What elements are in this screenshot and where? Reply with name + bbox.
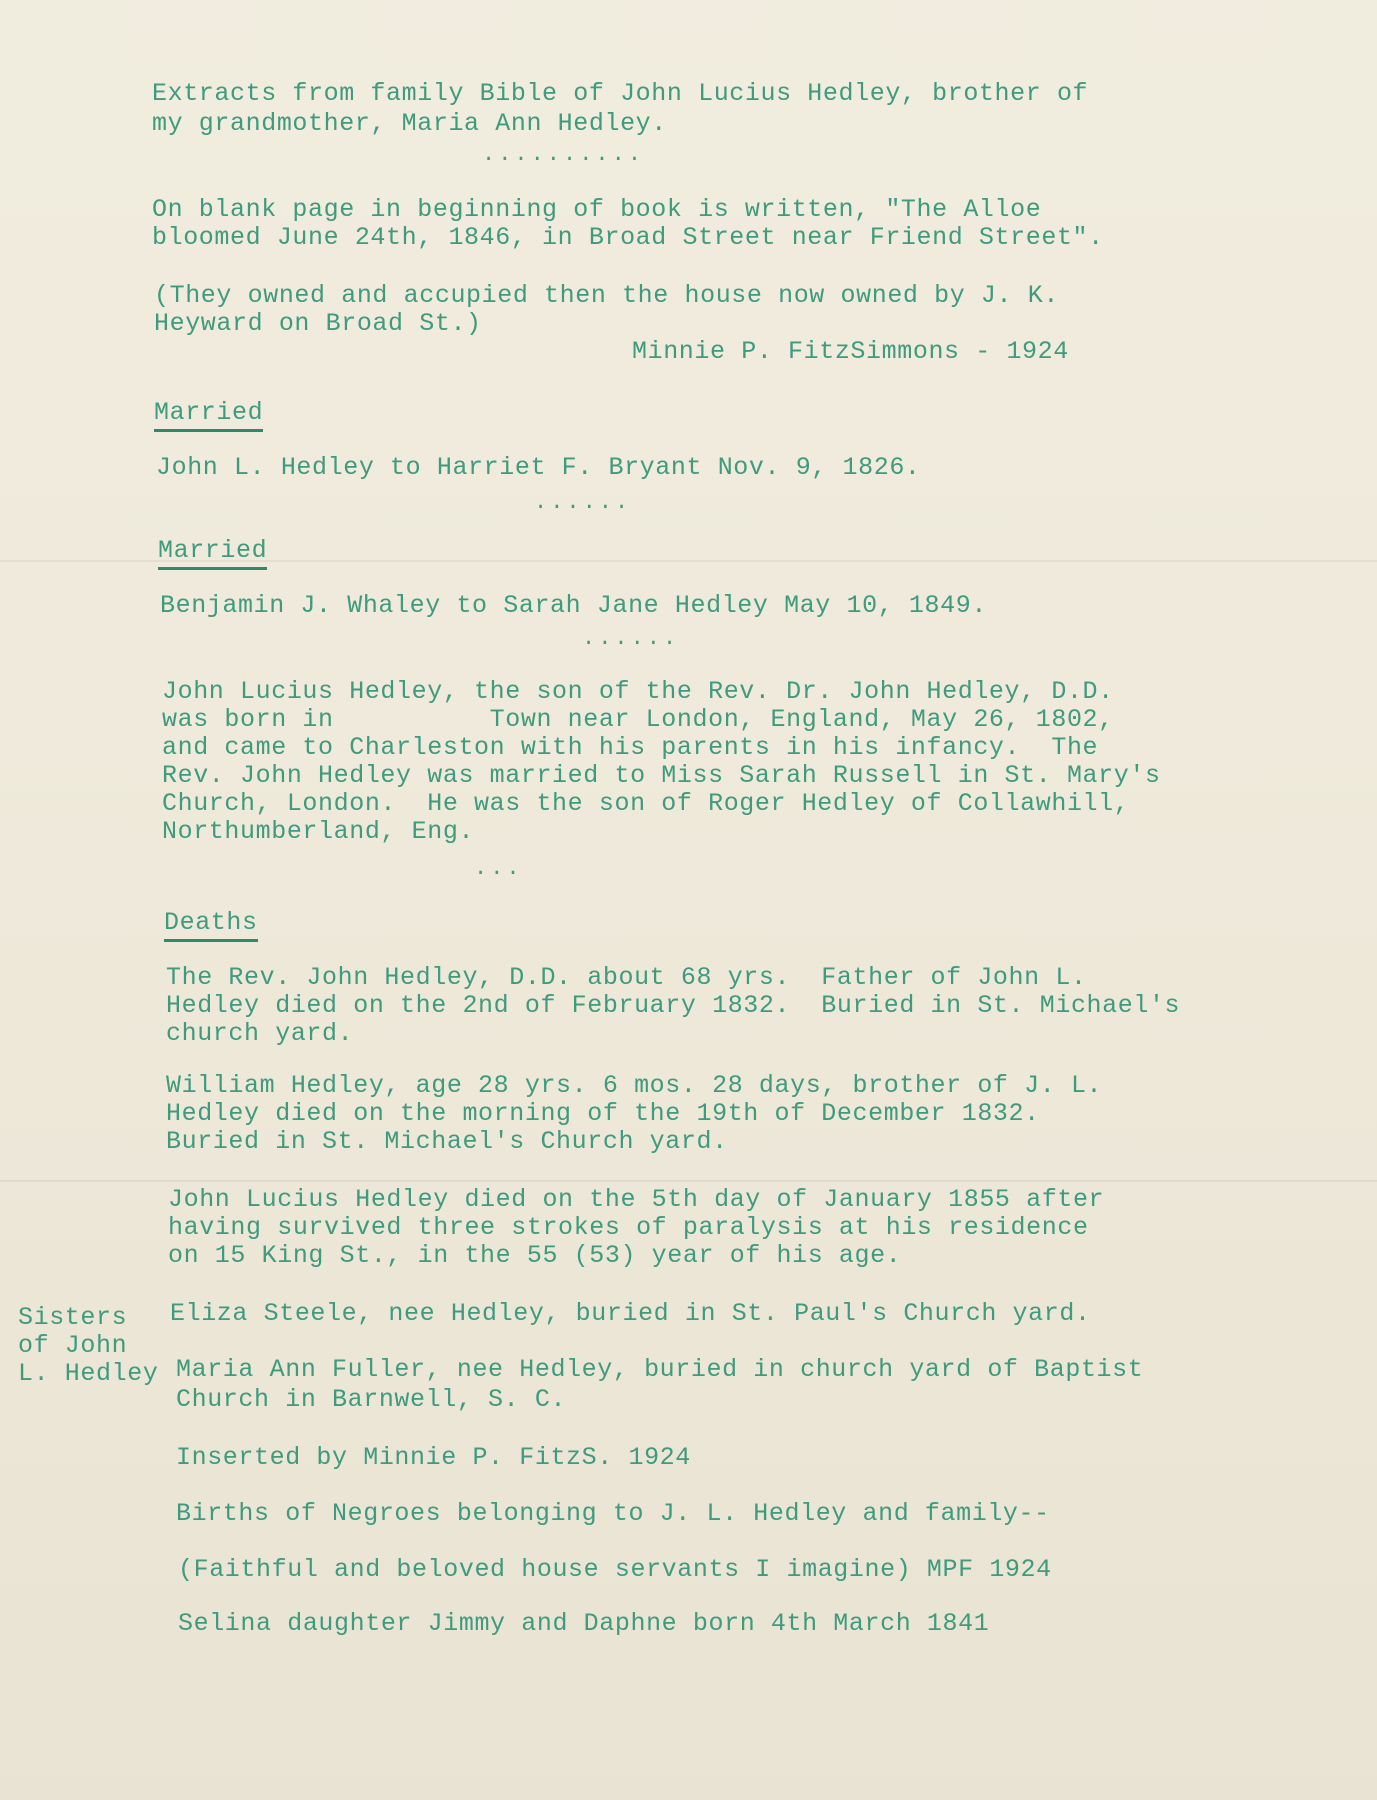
bio-line-5: Church, London. He was the son of Roger Hedley of Collawhill,	[162, 789, 1130, 818]
death-2-line-2: Hedley died on the morning of the 19th of December 1832.	[166, 1099, 1040, 1128]
death-2-line-3: Buried in St. Michael's Church yard.	[166, 1127, 728, 1156]
sisters-note-3: L. Hedley	[18, 1359, 159, 1388]
death-1-line-1: The Rev. John Hedley, D.D. about 68 yrs. Father of John L.	[166, 963, 1087, 992]
blank-page-line-1: On blank page in beginning of book is written, "The Alloe	[152, 195, 1042, 224]
married-heading-2: Married	[158, 536, 267, 570]
death-1-line-3: church yard.	[166, 1019, 354, 1048]
married-1: John L. Hedley to Harriet F. Bryant Nov. 9, 1826.	[156, 453, 921, 482]
sister-2-line-1: Maria Ann Fuller, nee Hedley, buried in church yard of Baptist	[176, 1355, 1144, 1384]
signature-1: Minnie P. FitzSimmons - 1924	[632, 337, 1069, 366]
separator-dots: ......	[534, 490, 632, 515]
intro-line-1: Extracts from family Bible of John Lucius Hedley, brother of	[152, 79, 1089, 108]
inserted-note: Inserted by Minnie P. FitzS. 1924	[176, 1443, 691, 1472]
death-1-line-2: Hedley died on the 2nd of February 1832. Buried in St. Michael's	[166, 991, 1181, 1020]
sisters-note-1: Sisters	[18, 1303, 128, 1332]
bio-line-4: Rev. John Hedley was married to Miss Sarah Russell in St. Mary's	[162, 761, 1161, 790]
owned-line-2: Heyward on Broad St.)	[154, 309, 482, 338]
bio-line-1: John Lucius Hedley, the son of the Rev. Dr. John Hedley, D.D.	[162, 677, 1114, 706]
servants-note: (Faithful and beloved house servants I imagine) MPF 1924	[178, 1555, 1052, 1584]
blank-page-line-2: bloomed June 24th, 1846, in Broad Street near Friend Street".	[152, 223, 1104, 252]
married-heading-1: Married	[154, 398, 263, 432]
separator-dots: ......	[582, 626, 680, 651]
birth-selina: Selina daughter Jimmy and Daphne born 4th March 1841	[178, 1609, 990, 1638]
bio-line-3: and came to Charleston with his parents in his infancy. The	[162, 733, 1099, 762]
sisters-note-2: of John	[18, 1331, 128, 1360]
death-3-line-2: having survived three strokes of paralysis at his residence	[168, 1213, 1089, 1242]
bio-line-6: Northumberland, Eng.	[162, 817, 475, 846]
bio-line-2: was born in Town near London, England, May 26, 1802,	[162, 705, 1114, 734]
deaths-heading: Deaths	[164, 908, 258, 942]
owned-line-1: (They owned and accupied then the house now owned by J. K.	[154, 281, 1059, 310]
married-2: Benjamin J. Whaley to Sarah Jane Hedley May 10, 1849.	[160, 591, 987, 620]
separator-dots: ..........	[482, 142, 645, 167]
death-2-line-1: William Hedley, age 28 yrs. 6 mos. 28 days, brother of J. L.	[166, 1071, 1103, 1100]
fold-line	[0, 1180, 1377, 1182]
death-3-line-1: John Lucius Hedley died on the 5th day of January 1855 after	[168, 1185, 1105, 1214]
death-3-line-3: on 15 King St., in the 55 (53) year of his age.	[168, 1241, 902, 1270]
intro-line-2: my grandmother, Maria Ann Hedley.	[152, 109, 667, 138]
sister-1: Eliza Steele, nee Hedley, buried in St. Paul's Church yard.	[170, 1299, 1091, 1328]
separator-dots: ...	[474, 856, 523, 881]
births-heading: Births of Negroes belonging to J. L. Hedley and family--	[176, 1499, 1050, 1528]
sister-2-line-2: Church in Barnwell, S. C.	[176, 1385, 567, 1414]
